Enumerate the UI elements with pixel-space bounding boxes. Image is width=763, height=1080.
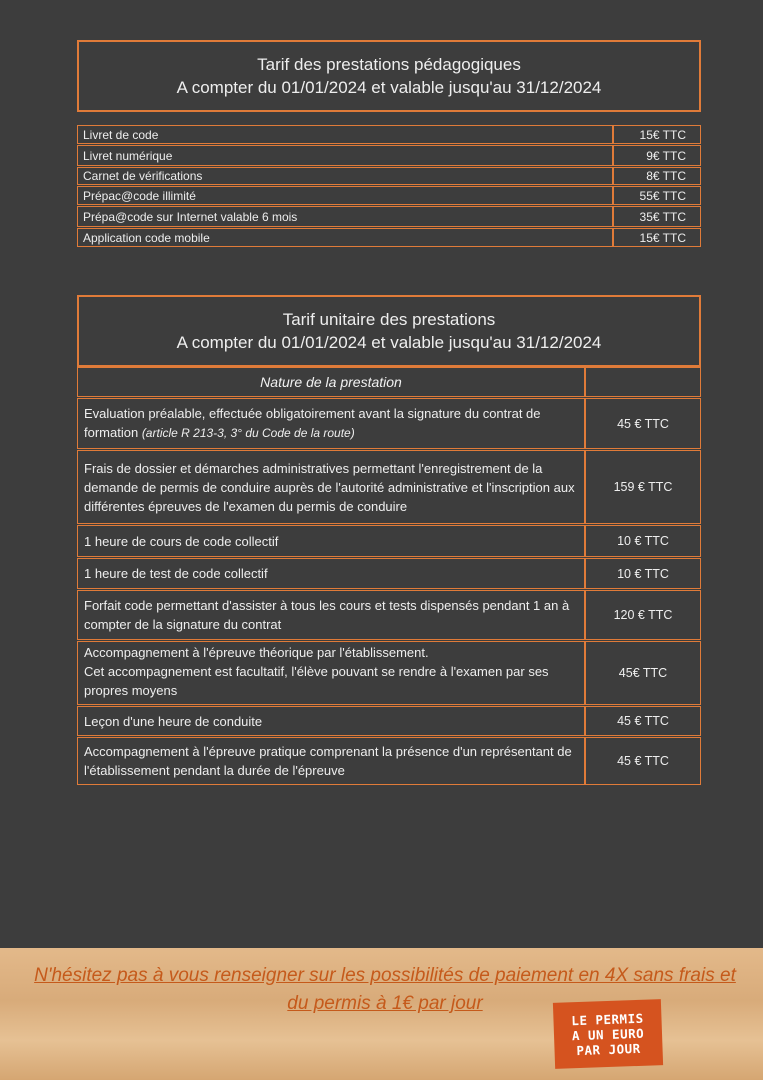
row-price: 10 € TTC	[585, 525, 701, 557]
footer-text-line1: N'hésitez pas à vous renseigner sur les possibilités de paiement en 4X sans frais et	[34, 965, 736, 986]
logo-line2: A UN EURO	[571, 1025, 645, 1043]
row-label-text: Evaluation préalable, effectuée obligatoirement avant la signature du contrat de formation	[84, 406, 541, 440]
row-price: 8€ TTC	[613, 167, 701, 185]
row-price: 55€ TTC	[613, 186, 701, 205]
column-header-price	[585, 367, 701, 397]
row-price: 9€ TTC	[613, 145, 701, 166]
row-label: Livret de code	[77, 125, 613, 144]
row-price: 45 € TTC	[585, 706, 701, 736]
row-label: Prépac@code illimité	[77, 186, 613, 205]
row-price: 45€ TTC	[585, 641, 701, 705]
row-price: 15€ TTC	[613, 125, 701, 144]
table-row	[77, 398, 701, 449]
row-label: Accompagnement à l'épreuve pratique comprenant la présence d'un représentant de l'établissement pendant la durée de l'épreuve	[77, 737, 585, 785]
row-price: 15€ TTC	[613, 228, 701, 247]
row-label	[77, 398, 585, 449]
table-row	[77, 206, 701, 227]
footer-text-line2: du permis à 1€ par jour	[287, 993, 483, 1014]
row-label: Application code mobile	[77, 228, 613, 247]
table-row	[77, 706, 701, 736]
row-label: Livret numérique	[77, 145, 613, 166]
table2-subtitle: A compter du 01/01/2024 et valable jusqu'au 31/12/2024	[176, 333, 602, 352]
table-row	[77, 525, 701, 557]
table-row	[77, 186, 701, 205]
table-row	[77, 228, 701, 247]
row-label: 1 heure de test de code collectif	[77, 558, 585, 589]
row-label: 1 heure de cours de code collectif	[77, 525, 585, 557]
table-row	[77, 558, 701, 589]
table-row	[77, 737, 701, 785]
table-header-row	[77, 367, 701, 397]
table-row	[77, 590, 701, 640]
logo-line3: PAR JOUR	[576, 1040, 641, 1058]
table-row	[77, 167, 701, 185]
table2-title: Tarif unitaire des prestations	[282, 310, 496, 329]
table2-title-box	[77, 295, 701, 367]
logo-line1: LE PERMIS	[571, 1010, 644, 1028]
row-label: Prépa@code sur Internet valable 6 mois	[77, 206, 613, 227]
row-price: 45 € TTC	[585, 737, 701, 785]
table-row	[77, 145, 701, 166]
row-price: 159 € TTC	[585, 450, 701, 524]
column-header-nature: Nature de la prestation	[77, 367, 585, 397]
row-price: 45 € TTC	[585, 398, 701, 449]
table1-title-box	[77, 40, 701, 112]
table-row	[77, 641, 701, 705]
row-label: Forfait code permettant d'assister à tous les cours et tests dispensés pendant 1 an à compter de la signature du contrat	[77, 590, 585, 640]
table1-subtitle: A compter du 01/01/2024 et valable jusqu'au 31/12/2024	[176, 78, 602, 97]
row-label-note: (article R 213-3, 3° du Code de la route)	[141, 426, 355, 440]
row-price: 10 € TTC	[585, 558, 701, 589]
row-label: Frais de dossier et démarches administratives permettant l'enregistrement de la demande de permis de conduire auprès de l'autorité administrative et l'inscription aux différentes épreuves de l'examen du permis de conduire	[77, 450, 585, 524]
table-row	[77, 450, 701, 524]
table1-title: Tarif des prestations pédagogiques	[257, 55, 521, 74]
row-price: 120 € TTC	[585, 590, 701, 640]
table-row	[77, 125, 701, 144]
row-label: Accompagnement à l'épreuve théorique par l'établissement. Cet accompagnement est facultatif, l'élève pouvant se rendre à l'examen par ses propres moyens	[77, 641, 585, 705]
permis-un-euro-logo	[553, 999, 663, 1069]
row-label: Leçon d'une heure de conduite	[77, 706, 585, 736]
row-price: 35€ TTC	[613, 206, 701, 227]
row-label: Carnet de vérifications	[77, 167, 613, 185]
